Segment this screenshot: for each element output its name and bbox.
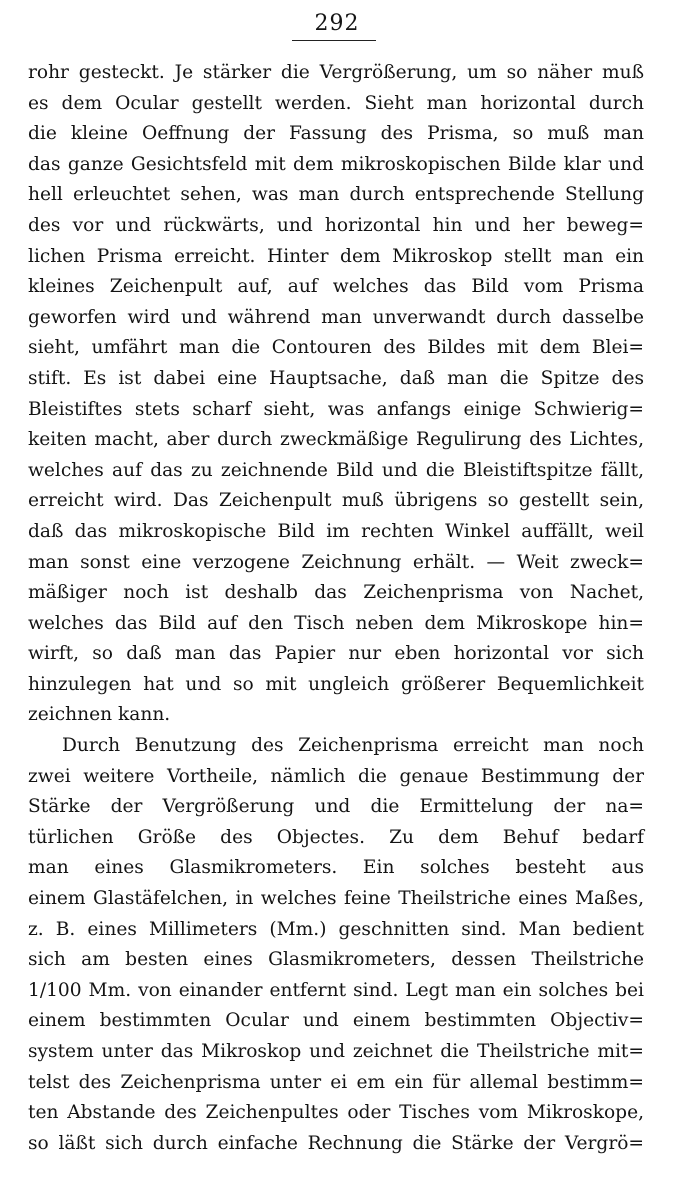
text-line: so läßt sich durch einfache Rechnung die Stärke der Vergrö= [28,1132,644,1154]
text-line: Bleistiftes stets scharf sieht, was anfangs einige Schwierig= [28,398,644,420]
text-line: system unter das Mikroskop und zeichnet die Theilstriche mit= [28,1041,644,1062]
text-line: Stärke der Vergrößerung und die Ermittelung der na= [28,796,644,818]
text-line: geworfen wird und während man unverwandt durch dasselbe [28,306,644,328]
text-line: einem Glastäfelchen, in welches feine Theilstriche eines Maßes, [28,888,644,910]
text-line: sich am besten eines Glasmikrometers, dessen Theilstriche [28,949,644,971]
text-line: es dem Ocular gestellt werden. Sieht man horizontal durch [28,92,644,114]
text-line: lichen Prisma erreicht. Hinter dem Mikroskop stellt man ein [28,245,644,267]
text-line: man sonst eine verzogene Zeichnung erhält. — Weit zweck= [28,551,644,573]
page-number: 292 [314,11,360,36]
text-line: die kleine Oeffnung der Fassung des Prisma, so muß man [28,123,644,145]
paragraph-2 [28,731,644,1159]
text-line: telst des Zeichenprisma unter ei em ein für allemal bestimm= [28,1071,644,1093]
text-line: zeichnen kann. [28,704,171,726]
text-line: welches auf das zu zeichnende Bild und die Bleistiftspitze fällt, [28,459,644,481]
text-line: das ganze Gesichtsfeld mit dem mikroskopischen Bilde klar und [28,153,644,175]
text-line: des vor und rückwärts, und horizontal hin und her beweg= [28,214,644,236]
header-rule [292,40,376,41]
text-line: kleines Zeichenpult auf, auf welches das Bild vom Prisma [28,276,644,298]
text-line: 1/100 Mm. von einander entfernt sind. Legt man ein solches bei [28,979,644,1001]
text-line: sieht, umfährt man die Contouren des Bildes mit dem Blei= [28,337,644,359]
text-line: hell erleuchtet sehen, was man durch entsprechende Stellung [28,184,644,206]
paragraph-1 [28,58,644,731]
text-line: einem bestimmten Ocular und einem bestimmten Objectiv= [28,1010,644,1032]
text-line: türlichen Größe des Objectes. Zu dem Behuf bedarf [28,826,644,848]
text-line: keiten macht, aber durch zweckmäßige Regulirung des Lichtes, [28,429,644,451]
text-line: zwei weitere Vortheile, nämlich die genaue Bestimmung der [28,765,644,787]
text-line: erreicht wird. Das Zeichenpult muß übrigens so gestellt sein, [28,490,644,512]
text-line: hinzulegen hat und so mit ungleich größerer Bequemlichkeit [28,673,644,695]
text-line: daß das mikroskopische Bild im rechten Winkel auffällt, weil [28,520,644,542]
body-text [28,58,644,1159]
text-line: z. B. eines Millimeters (Mm.) geschnitten sind. Man bedient [28,918,644,940]
text-line: man eines Glasmikrometers. Ein solches besteht aus [28,857,644,879]
text-line: wirft, so daß man das Papier nur eben horizontal vor sich [28,643,644,665]
text-line: rohr gesteckt. Je stärker die Vergrößerung, um so näher muß [28,62,644,83]
text-line: stift. Es ist dabei eine Hauptsache, daß man die Spitze des [28,367,644,389]
text-line: welches das Bild auf den Tisch neben dem Mikroskope hin= [28,612,644,634]
text-line: mäßiger noch ist deshalb das Zeichenprisma von Nachet, [28,582,644,604]
text-line: ten Abstande des Zeichenpultes oder Tisches vom Mikroskope, [28,1102,644,1124]
text-line: Durch Benutzung des Zeichenprisma erreicht man noch [62,735,644,757]
